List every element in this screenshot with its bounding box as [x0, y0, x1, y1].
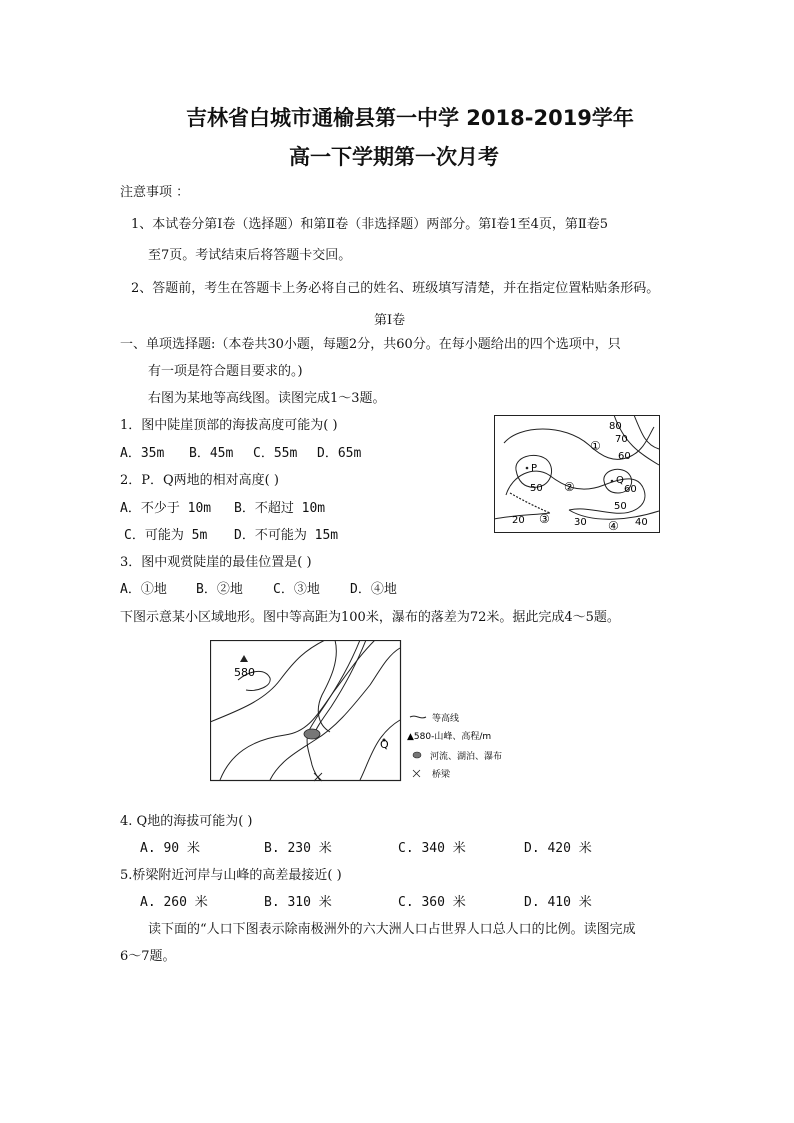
q4-option-d: D. 420 米: [524, 841, 592, 856]
intro-1: 右图为某地等高线图。读图完成1～3题。: [148, 391, 386, 406]
point-q-map2: Q: [380, 738, 389, 751]
intro-3b: 6～7题。: [120, 949, 176, 964]
contour-label-50a: 50: [530, 483, 543, 494]
question-3-stem: 3．图中观赏陡崖的最佳位置是( ): [120, 555, 312, 570]
contour-label-70: 70: [615, 434, 628, 445]
q1-option-b: B．45m: [189, 446, 234, 461]
legend-contour: 等高线: [432, 714, 460, 724]
page-subtitle: 高一下学期第一次月考: [289, 145, 499, 169]
q3-option-c: C．③地: [273, 582, 320, 597]
intro-3a: 读下面的“人口下图表示除南极洲外的六大洲人口占世界人口总人口的比例。读图完成: [148, 922, 636, 937]
q5-option-d: D. 410 米: [524, 895, 592, 910]
q2-option-c: C．可能为 5m: [124, 528, 208, 543]
section-heading-a: 一、单项选择题:（本卷共30小题，每题2分，共60分。在每小题给出的四个选项中，只: [120, 337, 621, 352]
marker-4: ④: [608, 519, 619, 533]
legend-water: 河流、湖泊、瀑布: [430, 752, 503, 762]
contour-label-20: 20: [512, 515, 525, 526]
part1-title: 第Ⅰ卷: [374, 313, 406, 328]
notice-heading: 注意事项 ：: [120, 185, 190, 200]
contour-label-80: 80: [609, 421, 622, 432]
contour-label-50b: 50: [614, 501, 627, 512]
q1-option-a: A．35m: [120, 446, 165, 461]
contour-label-40: 40: [635, 517, 648, 528]
q5-option-b: B. 310 米: [264, 895, 332, 910]
intro-2: 下图示意某小区域地形。图中等高距为100米，瀑布的落差为72米。据此完成4～5题。: [120, 610, 620, 625]
marker-1: ①: [590, 439, 601, 453]
q5-option-a: A. 260 米: [140, 895, 208, 910]
notice-item-1a: 1、本试卷分第Ⅰ卷（选择题）和第Ⅱ卷（非选择题）两部分。第Ⅰ卷1至4页，第Ⅱ卷5: [131, 217, 609, 232]
legend-bridge: 桥梁: [432, 770, 451, 780]
terrain-map-2: [210, 640, 540, 792]
page-title: 吉林省白城市通榆县第一中学 2018-2019学年: [186, 106, 634, 130]
contour-label-60b: 60: [624, 484, 637, 495]
q2-option-b: B．不超过 10m: [234, 501, 326, 516]
q3-option-d: D．④地: [350, 582, 397, 597]
section-heading-b: 有一项是符合题目要求的。): [148, 364, 303, 379]
contour-map-1: [494, 415, 660, 533]
notice-item-2: 2、答题前，考生在答题卡上务必将自己的姓名、班级填写清楚，并在指定位置粘贴条形码。: [131, 281, 660, 296]
q3-option-a: A．①地: [120, 582, 167, 597]
contour-label-30: 30: [574, 517, 587, 528]
q3-option-b: B．②地: [196, 582, 243, 597]
contour-label-60a: 60: [618, 451, 631, 462]
peak-label: 580: [234, 666, 255, 679]
q4-option-c: C. 340 米: [398, 841, 466, 856]
marker-3: ③: [539, 512, 550, 526]
point-q-label: Q: [616, 475, 624, 486]
question-2-stem: 2．P．Q两地的相对高度( ): [120, 473, 279, 488]
marker-2: ②: [564, 480, 575, 494]
q1-option-d: D．65m: [317, 446, 362, 461]
q1-option-c: C．55m: [253, 446, 298, 461]
question-4-stem: 4. Q地的海拔可能为( ): [120, 814, 253, 829]
question-1-stem: 1．图中陡崖顶部的海拔高度可能为( ): [120, 418, 338, 433]
q2-option-a: A．不少于 10m: [120, 501, 212, 516]
legend-peak: ▲580-山峰、高程/m: [407, 732, 492, 742]
q2-option-d: D．不可能为 15m: [234, 528, 339, 543]
q5-option-c: C. 360 米: [398, 895, 466, 910]
notice-item-1b: 至7页。考试结束后将答题卡交回。: [148, 248, 352, 263]
q4-option-a: A. 90 米: [140, 841, 200, 856]
point-p-label: P: [531, 463, 538, 474]
q4-option-b: B. 230 米: [264, 841, 332, 856]
question-5-stem: 5.桥梁附近河岸与山峰的高差最接近( ): [120, 868, 342, 883]
